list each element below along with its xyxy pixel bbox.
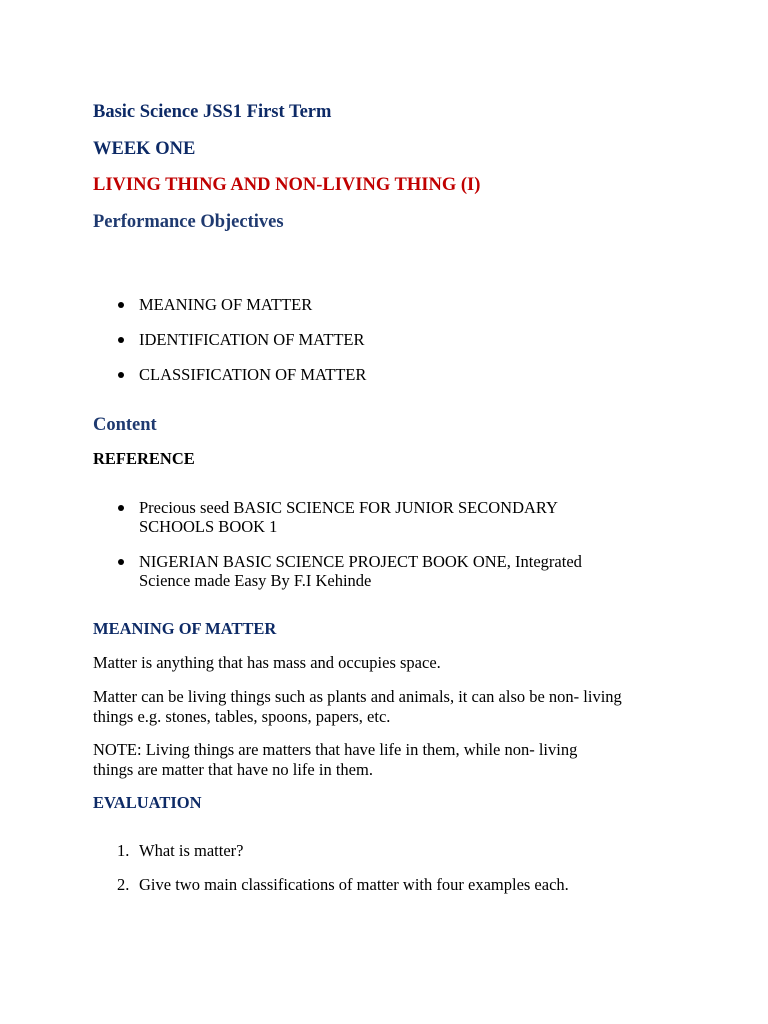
evaluation-number: 2.	[117, 875, 130, 894]
reference-item-line: Science made Easy By F.I Kehinde	[139, 571, 372, 590]
reference-item-line: NIGERIAN BASIC SCIENCE PROJECT BOOK ONE, Integrated	[139, 552, 582, 571]
evaluation-question: Give two main classifications of matter with four examples each.	[139, 875, 569, 894]
bullet-icon	[118, 559, 124, 565]
bullet-icon	[118, 337, 124, 343]
paragraph-line: Matter can be living things such as plants and animals, it can also be non- living	[93, 687, 622, 706]
evaluation-heading: EVALUATION	[93, 793, 202, 812]
evaluation-question: What is matter?	[139, 841, 244, 860]
objectives-heading: Performance Objectives	[93, 212, 284, 232]
topic-heading: LIVING THING AND NON-LIVING THING (I)	[93, 175, 481, 195]
content-heading: Content	[93, 415, 157, 435]
note-line: NOTE: Living things are matters that have life in them, while non- living	[93, 740, 578, 759]
reference-item-line: Precious seed BASIC SCIENCE FOR JUNIOR SECONDARY	[139, 498, 558, 517]
meaning-heading: MEANING OF MATTER	[93, 619, 277, 638]
paragraph-line: things e.g. stones, tables, spoons, papers, etc.	[93, 707, 391, 726]
objective-item: MEANING OF MATTER	[139, 295, 313, 314]
bullet-icon	[118, 302, 124, 308]
paragraph-line: Matter is anything that has mass and occupies space.	[93, 653, 441, 672]
note-line: things are matter that have no life in them.	[93, 760, 373, 779]
objective-item: CLASSIFICATION OF MATTER	[139, 365, 367, 384]
reference-item-line: SCHOOLS BOOK 1	[139, 517, 278, 536]
document-title: Basic Science JSS1 First Term	[93, 102, 332, 122]
week-heading: WEEK ONE	[93, 139, 196, 159]
reference-heading: REFERENCE	[93, 449, 195, 468]
objective-item: IDENTIFICATION OF MATTER	[139, 330, 365, 349]
bullet-icon	[118, 372, 124, 378]
bullet-icon	[118, 505, 124, 511]
evaluation-number: 1.	[117, 841, 130, 860]
